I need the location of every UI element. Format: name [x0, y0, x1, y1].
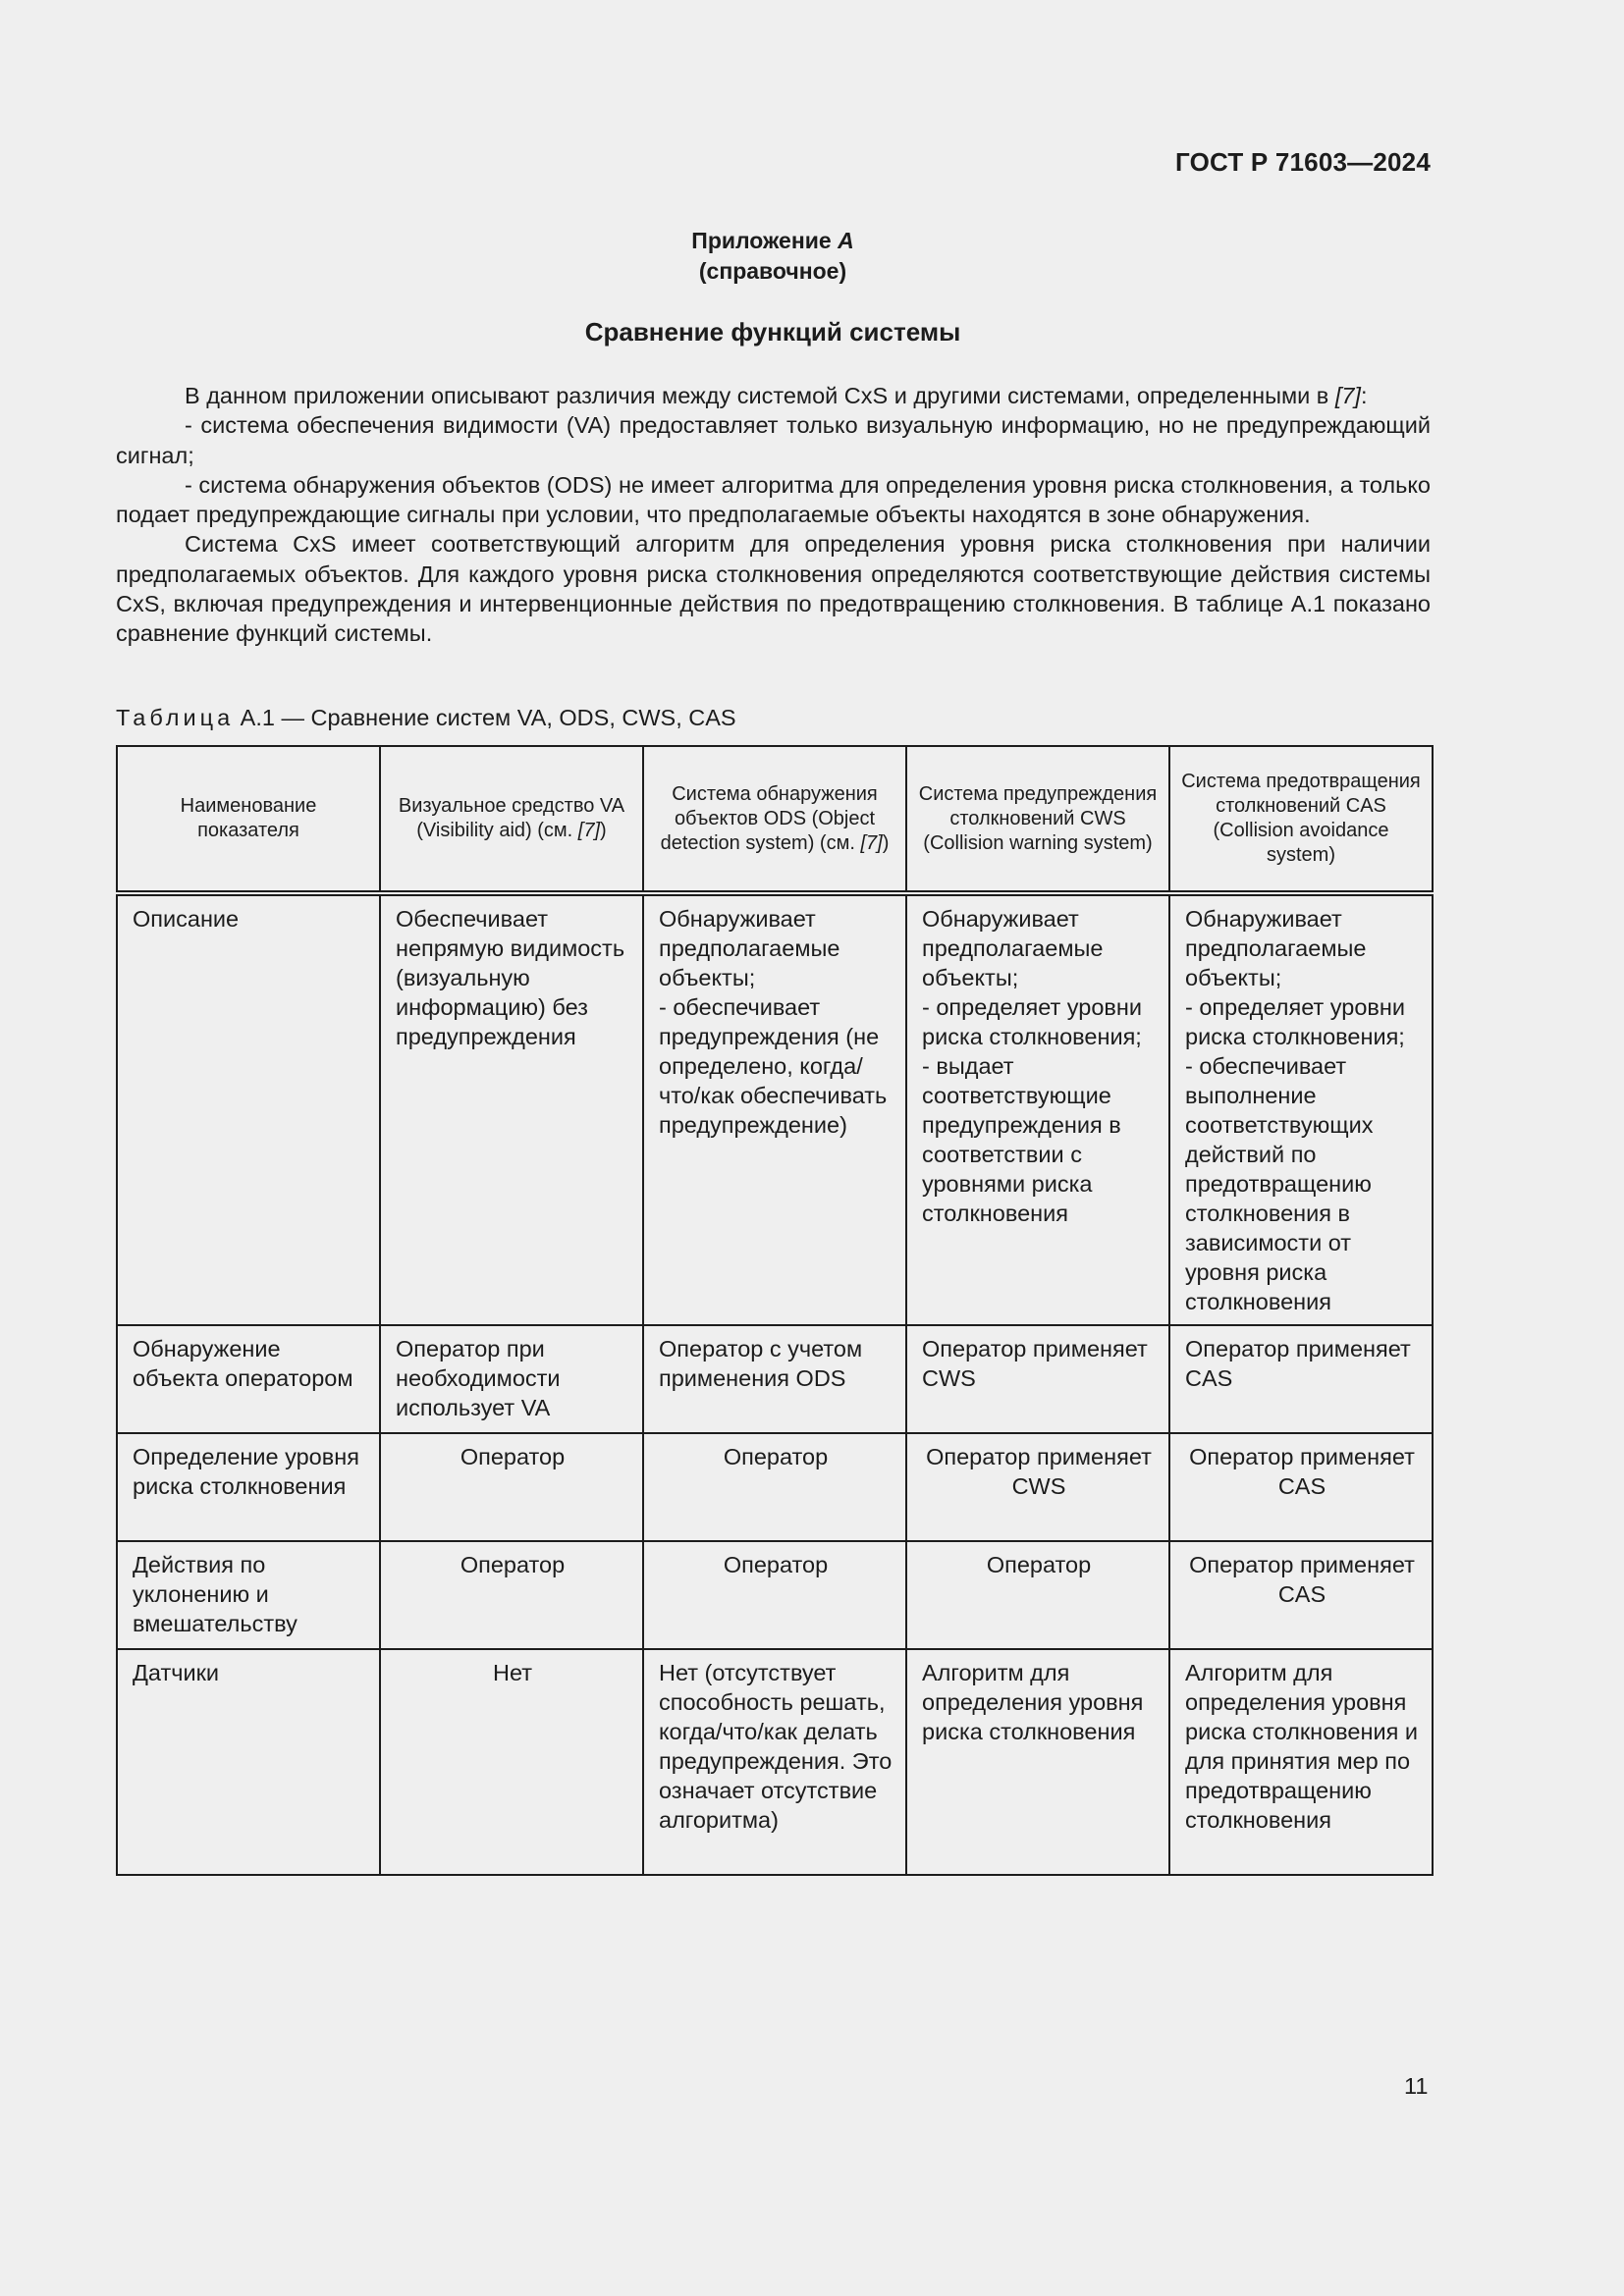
- table-cell: Обнаружение объекта оператором: [117, 1325, 380, 1433]
- header-indicator: Наименование показателя: [117, 746, 380, 893]
- table-cell: Нет (отсутствует способность решать, когда/что/как делать предупреждения. Это означает отсутствие алгоритма): [643, 1649, 906, 1875]
- table-cell: Оператор применяет CAS: [1169, 1325, 1433, 1433]
- document-code: ГОСТ Р 71603—2024: [1175, 147, 1431, 177]
- header-va-text: Визуальное средство VA (Visibility aid) (см.: [398, 795, 625, 841]
- table-cell: Обнаруживает предполагаемые объекты; - определяет уровни риска столкновения; - обеспечивает выполнение соответствующих действий по предотвращению столкновения в зависимости от уровня риска столкновения: [1169, 893, 1433, 1325]
- table-cell: Оператор: [643, 1433, 906, 1541]
- table-cell: Оператор с учетом применения ODS: [643, 1325, 906, 1433]
- header-cws: Система предупреждения столкновений CWS (Collision warning system): [906, 746, 1169, 893]
- appendix-letter: A: [838, 228, 854, 253]
- table-cell: Оператор: [380, 1541, 643, 1649]
- table-cell: Оператор применяет CAS: [1169, 1541, 1433, 1649]
- header-ods-end: ): [882, 831, 890, 854]
- table-cell: Обнаруживает предполагаемые объекты; - определяет уровни риска столкновения; - выдает соответствующие предупреждения в соответствии с уровнями риска столкновения: [906, 893, 1169, 1325]
- header-va: [380, 746, 643, 893]
- comparison-table: [116, 745, 1434, 1876]
- table-cell: Оператор применяет CWS: [906, 1433, 1169, 1541]
- reference-link: [7]: [1334, 383, 1361, 408]
- table-caption: [116, 705, 736, 731]
- table-cell: Оператор: [643, 1541, 906, 1649]
- table-cell: Обеспечивает непрямую видимость (визуальную информацию) без предупреждения: [380, 893, 643, 1325]
- table-row: [117, 1649, 1433, 1875]
- table-caption-text: А.1 — Сравнение систем VA, ODS, CWS, CAS: [234, 705, 736, 730]
- header-cas: Система предотвращения столкновений CAS (Collision avoidance system): [1169, 746, 1433, 893]
- paragraph-intro: [116, 381, 1431, 410]
- header-ods-ref: [7]: [860, 831, 883, 854]
- table-cell: Действия по уклонению и вмешательству: [117, 1541, 380, 1649]
- table-cell: Нет: [380, 1649, 643, 1875]
- paragraph-cxs: Система CxS имеет соответствующий алгоритм для определения уровня риска столкновения при наличии предполагаемых объектов. Для каждого уровня риска столкновения определяются соответствующие действия системы CxS, включая предупреждения и интервенционные действия по предотвращению столкновения. В таблице А.1 показано сравнение функций системы.: [116, 531, 1431, 647]
- table-row: [117, 1433, 1433, 1541]
- appendix-label: Приложение: [691, 228, 832, 253]
- table-cell: Оператор применяет CAS: [1169, 1433, 1433, 1541]
- header-va-end: ): [600, 820, 607, 841]
- table-row: [117, 1541, 1433, 1649]
- header-ods: [643, 746, 906, 893]
- paragraph-intro-end: :: [1360, 383, 1368, 408]
- header-va-ref: [7]: [577, 820, 601, 841]
- table-cell: Датчики: [117, 1649, 380, 1875]
- table-cell: Алгоритм для определения уровня риска столкновения и для принятия мер по предотвращению столкновения: [1169, 1649, 1433, 1875]
- table-cell: Оператор применяет CWS: [906, 1325, 1169, 1433]
- appendix-label-line: [0, 226, 1545, 256]
- table-cell: Описание: [117, 893, 380, 1325]
- section-title: Сравнение функций системы: [584, 317, 961, 347]
- table-row: [117, 1325, 1433, 1433]
- table-header-row: [117, 746, 1433, 893]
- table-cell: Оператор: [380, 1433, 643, 1541]
- appendix-heading: [0, 226, 1545, 287]
- table-row: [117, 893, 1433, 1325]
- header-ods-text: Система обнаружения объектов ODS (Object detection system) (см.: [660, 782, 878, 854]
- table-cell: Алгоритм для определения уровня риска столкновения: [906, 1649, 1169, 1875]
- table-cell: Определение уровня риска столкновения: [117, 1433, 380, 1541]
- body-text: [116, 381, 1431, 649]
- paragraph-ods: - система обнаружения объектов (ODS) не имеет алгоритма для определения уровня риска столкновения, а только подает предупреждающие сигналы при условии, что предполагаемые объекты находятся в зоне обнаружения.: [116, 471, 1431, 528]
- table-cell: Оператор при необходимости использует VA: [380, 1325, 643, 1433]
- table-cell: Оператор: [906, 1541, 1169, 1649]
- paragraph-va: - система обеспечения видимости (VA) предоставляет только визуальную информацию, но не предупреждающий сигнал;: [116, 412, 1431, 468]
- table-caption-prefix: Таблица: [116, 705, 235, 730]
- appendix-type: (справочное): [698, 258, 847, 284]
- paragraph-intro-text: В данном приложении описывают различия между системой CxS и другими системами, определенными в: [185, 383, 1335, 408]
- table-cell: Обнаруживает предполагаемые объекты; - обеспечивает предупреждения (не определено, когда/что/как обеспечивать предупреждение): [643, 893, 906, 1325]
- page-number: 11: [1404, 2073, 1429, 2099]
